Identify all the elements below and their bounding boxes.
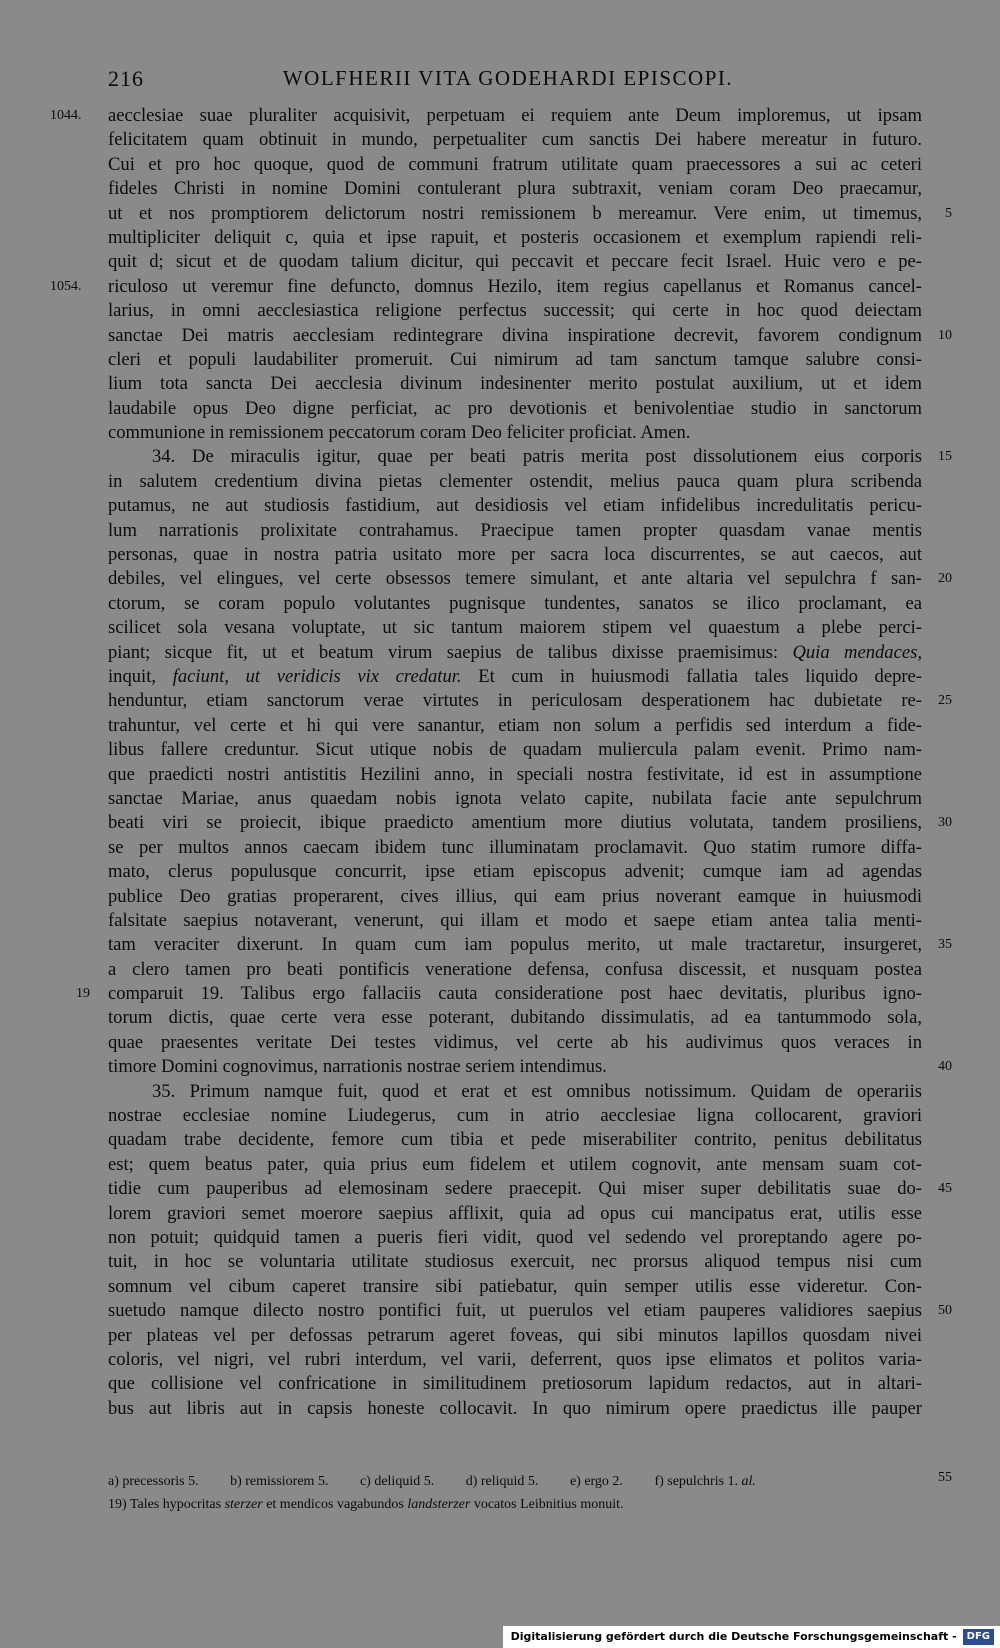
text-line: aecclesiae suae pluraliter acquisivit, perpetuam ei requiem ante Deum imploremus, ut ipsam 1044. [108, 104, 922, 128]
text-line: Cui et pro hoc quoque, quod de communi fratrum utilitate quam praecessores a sui ac ceteri [108, 153, 922, 175]
footnote-a: a) precessoris 5. [108, 1474, 199, 1489]
text-line: non potuit; quidquid tamen a pueris fieri vidit, quod vel sedendo vel proreptando agere po- [108, 1226, 922, 1248]
page-number: 216 [108, 66, 144, 91]
margin-year: 1044. [50, 108, 82, 123]
line-number: 50 [938, 1303, 952, 1319]
line-number: 20 [938, 571, 952, 587]
credit-text: Digitalisierung gefördert durch die Deutsche Forschungsgemeinschaft - [510, 1630, 957, 1643]
page-header [108, 66, 908, 96]
text-line: trahuntur, vel certe et hi qui vere sanantur, etiam non solum a perfidis sed interdum a fide- [108, 714, 922, 736]
text-line: piant; sicque fit, ut et beatum virum saepius de talibus dixisse praemisimus: Quia mendaces, [108, 641, 922, 663]
text-line: lorem graviori semet moerore saepius afflixit, quia ad opus cui mancipatus erat, utilis esse [108, 1202, 922, 1224]
text-line: riculoso ut veremur fine defuncto, domnus Hezilo, item regius capellanus et Romanus cancel- 1054. [108, 275, 922, 299]
text-line: que praedicti nostri antistitis Hezilini anno, in speciali nostra festivitate, id est in assumptione [108, 763, 922, 785]
footnote-f: f) sepulchris 1. al. [654, 1474, 756, 1489]
line-number: 40 [938, 1059, 952, 1075]
text-line: lum narrationis prolixitate contrahamus. Praecipue tamen propter quasdam vanae mentis [108, 519, 922, 541]
variant-footnotes [108, 1470, 952, 1493]
body-text [50, 104, 952, 1421]
text-line: se per multos annos caecam ibidem tunc illuminatam proclamavit. Quo statim rumore diffa- [108, 836, 922, 858]
line-number: 5 [945, 205, 952, 221]
line-number: 15 [938, 449, 952, 465]
line-number: 30 [938, 815, 952, 831]
text-line: falsitate saepius notaverant, venerunt, qui illam et modo et saepe etiam antea talia menti- [108, 909, 922, 931]
text-line: que collisione vel confricatione in similitudinem pretiosorum lapidum redactos, aut in altari- [108, 1373, 922, 1395]
line-number: 25 [938, 693, 952, 709]
text-line: larius, in omni aecclesiastica religione perfectus successit; qui certe in hoc quod deiectam [108, 300, 922, 322]
text-line: putamus, ne aut studiosis fastidium, aut desidiosis vel etiam infidelibus incredulitatis pericu- [108, 495, 922, 517]
text-line: quadam trabe decidente, femore cum tibia et pede miserabiliter contrito, penitus debilitatus [108, 1129, 922, 1151]
text-line: sanctae Dei matris aecclesiam redintegrare divina inspiratione decrevit, favorem condignum 10 [108, 324, 922, 348]
text-line: comparuit 19. Talibus ergo fallaciis cauta consideratione post haec devitatis, pluribus igno- 19 [108, 982, 922, 1006]
text-line: in salutem credentium divina pietas clementer ostendit, melius pauca quam plura scribenda [108, 470, 922, 492]
text-line: communione in remissionem peccatorum coram Deo feliciter proficiat. Amen. [108, 422, 691, 444]
text-line: scilicet sola vesana voluptate, ut sic tantum maiorem stipem vel quaestum a plebe perci- [108, 617, 922, 639]
text-line: mato, clerus populusque concurrit, ipse etiam episcopus advenit; cumque iam ad agendas [108, 861, 922, 883]
text-line: fideles Christi in nomine Domini contulerant plura subtraxit, veniam coram Deo praecamur, [108, 178, 922, 200]
dfg-logo: DFG [963, 1629, 994, 1645]
margin-note-number: 19 [76, 986, 90, 1002]
text-line: torum dictis, quae certe vera esse poterant, dubitando dissimulatis, ad ea tantummodo sola, [108, 1007, 922, 1029]
text-line: coloris, vel nigri, vel rubri interdum, vel varii, deferrent, quos ipse elimatos et politos varia- [108, 1348, 922, 1370]
line-number: 35 [938, 937, 952, 953]
footnote-c: c) deliquid 5. [359, 1474, 435, 1489]
line-number: 55 [938, 1470, 952, 1485]
text-line: libus fallere creduntur. Sicut utique nobis de quadam muliercula palam evenit. Primo nam- [108, 739, 922, 761]
margin-year: 1054. [50, 278, 82, 294]
text-line: inquit, faciunt, ut veridicis vix credatur. Et cum in huiusmodi fallatia tales liquido depre- [108, 665, 923, 687]
footnote-e: e) ergo 2. [569, 1474, 623, 1489]
text-line: cleri et populi laudabiliter promeruit. Cui nimirum ad tam sanctum tamque salubre consi- [108, 348, 922, 370]
text-line: felicitatem quam obtinuit in mundo, perpetualiter cum sanctis Dei habere mereatur in futuro. [108, 129, 922, 151]
digitization-credit [503, 1626, 1000, 1648]
text-line: laudabile opus Deo digne perficiat, ac pro devotionis et benivolentiae studio in sanctorum [108, 397, 922, 419]
text-line: ut et nos promptiorem delictorum nostri remissionem b mereamur. Vere enim, ut timemus, 5 [108, 202, 922, 226]
text-line: tam veraciter dixerunt. In quam cum iam populus merito, ut male tractaretur, insurgeret, 35 [108, 933, 922, 957]
text-line: timore Domini cognovimus, narrationis nostrae seriem intendimus. 40 [108, 1055, 922, 1079]
text-line: bus aut libris aut in capsis honeste collocavit. In quo nimirum opere praedictus ille pauper [108, 1397, 922, 1419]
line-number: 45 [938, 1181, 952, 1197]
text-line: debiles, vel elingues, vel certe obsessos temere simulant, et ante altaria vel sepulchra f san- 20 [108, 567, 922, 591]
text-line: nostrae ecclesiae nomine Liudegerus, cum in atrio aecclesiae ligna collocarent, graviori [108, 1105, 922, 1127]
text-line: quae praesentes veritate Dei testes vidimus, vel certe ab his audivimus quos veraces in [108, 1031, 922, 1053]
line-number: 10 [938, 327, 952, 343]
text-line: publice Deo gratias properarent, cives illius, qui eam prius noverant eamque in huiusmodi [108, 885, 922, 907]
text-line: somnum vel cibum caperet transire sibi patiebatur, quin semper utilis esse videretur. Con- [108, 1275, 922, 1297]
footnote-19: 19) Tales hypocritas sterzer et mendicos vagabundos landsterzer vocatos Leibnitius monuit. [108, 1497, 624, 1512]
running-title: WOLFHERII VITA GODEHARDI EPISCOPI. [282, 66, 734, 90]
footnote-b: b) remissiorem 5. [230, 1474, 329, 1489]
text-line: 34. De miraculis igitur, quae per beati patris merita post dissolutionem eius corporis 15 [108, 445, 922, 469]
text-line: henduntur, etiam sanctorum verae virtutes in periculosam desperationem hac dubietate re- 25 [108, 689, 922, 713]
text-line: personas, quae in nostra patria usitato more per sacra loca discurrentes, se aut caecos, aut [108, 544, 922, 566]
text-line: quit d; sicut et de quodam talium dicitur, qui peccavit et peccare fecit Israel. Huic vero e pe- [108, 251, 922, 273]
text-line: sanctae Mariae, anus quaedam nobis ignota velato capite, nubilata facie ante sepulchrum [108, 787, 922, 809]
text-line: beati viri se proiecit, ibique praedicto amentium more diutius volutata, tandem prosiliens, 30 [108, 811, 922, 835]
text-line: est; quem beatus pater, quia prius eum fidelem et utilem cognovit, ante mensam suam cot- [108, 1153, 922, 1175]
text-line: per plateas vel per defossas petrarum ageret foveas, qui sibi minutos lapillos quosdam nivei [108, 1324, 922, 1346]
text-line: a clero tamen pro beati pontificis veneratione defensa, confusa discessit, et nusquam postea [108, 958, 922, 980]
footnote-d: d) reliquid 5. [465, 1474, 539, 1489]
text-line: lium tota sancta Dei aecclesia divinum indesinenter merito postulat auxilium, ut et idem [108, 373, 922, 395]
text-line: 35. Primum namque fuit, quod et erat et est omnibus notissimum. Quidam de operariis [152, 1080, 922, 1102]
text-line: multipliciter deliquit c, quia et ipse rapuit, et posteris occasionem et exemplum rapiendi reli- [108, 226, 922, 248]
text-line: tidie cum pauperibus ad elemosinam sedere praecepit. Qui miser super debilitatis suae do- 45 [108, 1177, 922, 1201]
text-line: suetudo namque dilecto nostro pontifici fuit, ut puerulos vel etiam pauperes validiores saepius 50 [108, 1299, 922, 1323]
text-line: ctorum, se coram populo volutantes pugnisque tundentes, sanatos se ilico proclamant, ea [108, 592, 922, 614]
text-line: tuit, in hoc se voluntaria utilitate studiosus exercuit, nec prorsus aliquod tempus nisi cum [108, 1251, 922, 1273]
footnotes [108, 1470, 952, 1516]
